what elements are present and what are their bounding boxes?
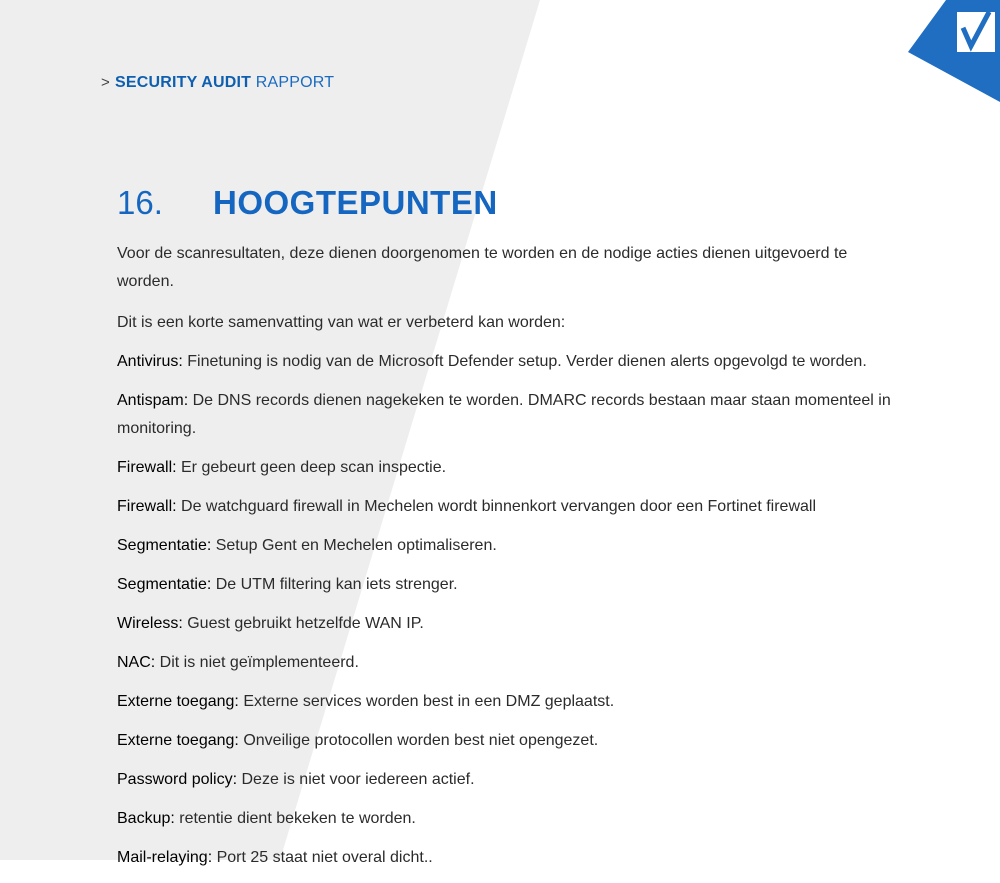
- finding-item: [117, 844, 907, 872]
- finding-label: Wireless:: [117, 615, 183, 632]
- finding-item: [117, 532, 907, 560]
- finding-text: De DNS records dienen nagekeken te worden. DMARC records bestaan maar staan momenteel in monitoring.: [117, 392, 891, 437]
- section-number: 16.: [117, 184, 163, 221]
- header-title-light: RAPPORT: [255, 74, 335, 91]
- finding-text: Dit is niet geïmplementeerd.: [155, 654, 359, 671]
- finding-text: retentie dient bekeken te worden.: [174, 810, 416, 827]
- finding-label: Segmentatie:: [117, 537, 212, 554]
- finding-text: Deze is niet voor iedereen actief.: [237, 771, 475, 788]
- finding-item: [117, 610, 907, 638]
- finding-item: [117, 571, 907, 599]
- finding-label: Externe toegang:: [117, 732, 239, 749]
- finding-label: Firewall:: [117, 498, 177, 515]
- chevron-right-icon: >: [101, 74, 110, 91]
- intro-summary: Dit is een korte samenvatting van wat er verbeterd kan worden:: [117, 314, 566, 331]
- report-header: [101, 74, 334, 92]
- finding-item: [117, 688, 907, 716]
- finding-label: Externe toegang:: [117, 693, 239, 710]
- section-content: [117, 240, 907, 883]
- finding-label: Segmentatie:: [117, 576, 212, 593]
- finding-label: Backup:: [117, 810, 175, 827]
- finding-text: Setup Gent en Mechelen optimaliseren.: [211, 537, 497, 554]
- finding-label: Mail-relaying:: [117, 849, 213, 866]
- finding-label: Antivirus:: [117, 353, 183, 370]
- finding-text: Er gebeurt geen deep scan inspectie.: [176, 459, 447, 476]
- finding-item: [117, 387, 907, 443]
- finding-item: [117, 493, 907, 521]
- section-heading: [117, 184, 498, 222]
- finding-item: [117, 348, 907, 376]
- finding-label: Password policy:: [117, 771, 238, 788]
- finding-label: NAC:: [117, 654, 156, 671]
- finding-item: [117, 805, 907, 833]
- finding-text: De UTM filtering kan iets strenger.: [211, 576, 458, 593]
- intro-paragraph: Voor de scanresultaten, deze dienen doorgenomen te worden en de nodige acties dienen uitgevoerd te worden.: [117, 245, 848, 290]
- header-title-bold: SECURITY AUDIT: [114, 74, 252, 91]
- finding-text: Externe services worden best in een DMZ geplaatst.: [238, 693, 615, 710]
- finding-item: [117, 766, 907, 794]
- finding-label: Firewall:: [117, 459, 177, 476]
- findings-list: [117, 348, 907, 872]
- finding-item: [117, 649, 907, 677]
- section-title: HOOGTEPUNTEN: [213, 184, 498, 221]
- finding-label: Antispam:: [117, 392, 189, 409]
- finding-text: Guest gebruikt hetzelfde WAN IP.: [182, 615, 424, 632]
- finding-text: Port 25 staat niet overal dicht..: [212, 849, 433, 866]
- finding-text: Onveilige protocollen worden best niet opengezet.: [238, 732, 599, 749]
- finding-text: De watchguard firewall in Mechelen wordt binnenkort vervangen door een Fortinet firewall: [176, 498, 817, 515]
- finding-item: [117, 727, 907, 755]
- finding-text: Finetuning is nodig van de Microsoft Defender setup. Verder dienen alerts opgevolgd te worden.: [182, 353, 867, 370]
- checkmark-logo-icon: [908, 0, 1000, 102]
- finding-item: [117, 454, 907, 482]
